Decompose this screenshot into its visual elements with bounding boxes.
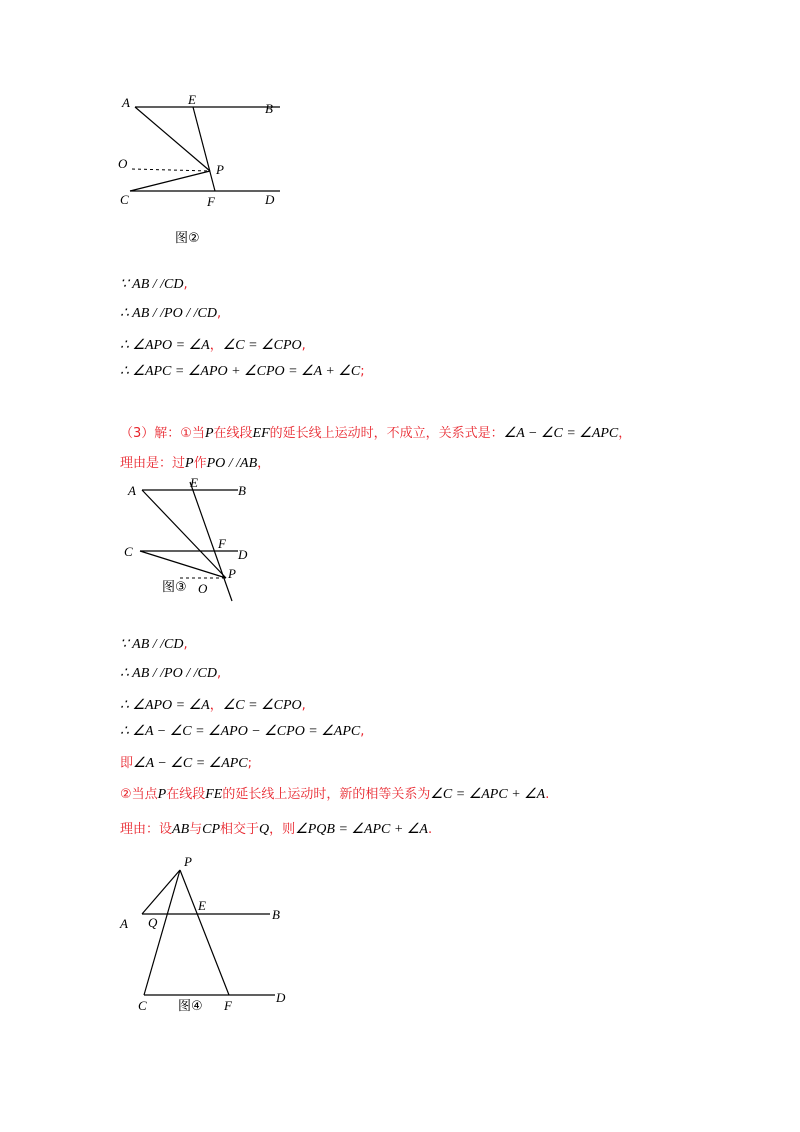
figure-3-diagram	[118, 474, 258, 609]
label-D: D	[265, 192, 275, 207]
math: EF	[252, 426, 270, 441]
text: ②当点	[120, 787, 158, 802]
punct: ,	[301, 698, 306, 713]
label-A: A	[122, 95, 130, 110]
math: FE	[205, 787, 223, 802]
text: 作	[193, 456, 207, 471]
math: ∴ ∠APC = ∠APO + ∠CPO = ∠A + ∠C	[120, 364, 361, 379]
reason-line	[120, 818, 432, 838]
label-P: P	[184, 854, 192, 869]
math: ∴ AB / /PO / /CD	[120, 306, 217, 321]
text: （3）解：①当	[120, 426, 205, 441]
proof2-line-1	[120, 636, 188, 653]
text: 在线段	[213, 426, 253, 441]
label-P: P	[216, 162, 224, 177]
proof2-line-4	[120, 723, 364, 740]
punct: ，	[209, 338, 223, 353]
punct: ,	[360, 724, 365, 739]
math: ∠C = ∠CPO	[222, 338, 302, 353]
math: ∵ AB / /CD	[120, 637, 184, 652]
math: P	[185, 456, 194, 471]
math: ∴ ∠APO = ∠A	[120, 338, 210, 353]
proof-line-3	[120, 334, 306, 354]
math: ∴ ∠A − ∠C = ∠APO − ∠CPO = ∠APC	[120, 724, 361, 739]
label-E: E	[198, 898, 206, 913]
text: ，	[257, 456, 271, 471]
text: ，	[618, 426, 632, 441]
math: Q	[259, 822, 270, 837]
label-E: E	[190, 475, 198, 490]
punct: ,	[183, 277, 188, 292]
figure-3	[118, 474, 258, 613]
text: 与	[189, 822, 203, 837]
label-A: A	[128, 483, 136, 498]
label-O: O	[198, 581, 208, 596]
label-C: C	[120, 192, 129, 207]
math: ∠C = ∠CPO	[222, 698, 302, 713]
proof-line-1	[120, 276, 188, 293]
punct: ，	[209, 698, 223, 713]
label-P: P	[228, 566, 236, 581]
figure-4-diagram	[112, 850, 302, 1020]
punct: ,	[183, 637, 188, 652]
label-B: B	[265, 101, 273, 116]
label-O: O	[118, 156, 128, 171]
proof-line-2	[120, 305, 221, 322]
math: AB	[172, 822, 190, 837]
part3b-line	[120, 783, 549, 803]
figure-4	[112, 850, 302, 1024]
text: 即	[120, 756, 134, 771]
text: 相交于	[220, 822, 260, 837]
label-B: B	[272, 907, 280, 922]
math: ∠C = ∠APC + ∠A	[430, 787, 546, 802]
text: 的延长线上运动时，不成立，关系式是：	[269, 426, 504, 441]
proof-line-4	[120, 363, 365, 380]
label-Q: Q	[148, 915, 158, 930]
punct: ;	[247, 756, 253, 771]
text: .	[427, 822, 433, 837]
math: CP	[202, 822, 221, 837]
math: ∴ AB / /PO / /CD	[120, 666, 217, 681]
math: ∵ AB / /CD	[120, 277, 184, 292]
figure-caption: 图④	[178, 999, 203, 1014]
proof2-line-2	[120, 665, 221, 682]
punct: ,	[216, 306, 222, 321]
text: 在线段	[166, 787, 206, 802]
text: 的延长线上运动时，新的相等关系为	[222, 787, 431, 802]
math: ∴ ∠APO = ∠A	[120, 698, 210, 713]
label-F: F	[224, 998, 232, 1013]
label-D: D	[276, 990, 286, 1005]
punct: ,	[301, 338, 306, 353]
math: ∠PQB = ∠APC + ∠A	[295, 822, 428, 837]
math: P	[157, 787, 167, 802]
label-B: B	[238, 483, 246, 498]
figure-2-diagram	[110, 90, 300, 250]
figure-caption: 图②	[175, 231, 200, 246]
part3-line-2	[120, 452, 270, 472]
label-C: C	[138, 998, 147, 1013]
math: P	[204, 426, 214, 441]
label-D: D	[238, 547, 248, 562]
label-F: F	[218, 536, 226, 551]
ji-line	[120, 752, 252, 772]
label-E: E	[188, 92, 196, 107]
label-F: F	[207, 194, 215, 209]
math: PO / /AB	[206, 456, 258, 471]
figure-caption: 图③	[162, 580, 187, 595]
text: 理由：设	[120, 822, 173, 837]
math: ∠A − ∠C = ∠APC	[133, 756, 248, 771]
label-A: A	[120, 916, 128, 931]
part3-line-1	[120, 422, 631, 442]
text: ，则	[269, 822, 296, 837]
punct: ;	[360, 364, 365, 379]
punct: ,	[216, 666, 222, 681]
text: 理由是：过	[120, 456, 186, 471]
label-C: C	[124, 544, 133, 559]
text: .	[545, 787, 550, 802]
math: ∠A − ∠C = ∠APC	[503, 426, 619, 441]
figure-2	[110, 90, 300, 254]
proof2-line-3	[120, 694, 306, 714]
